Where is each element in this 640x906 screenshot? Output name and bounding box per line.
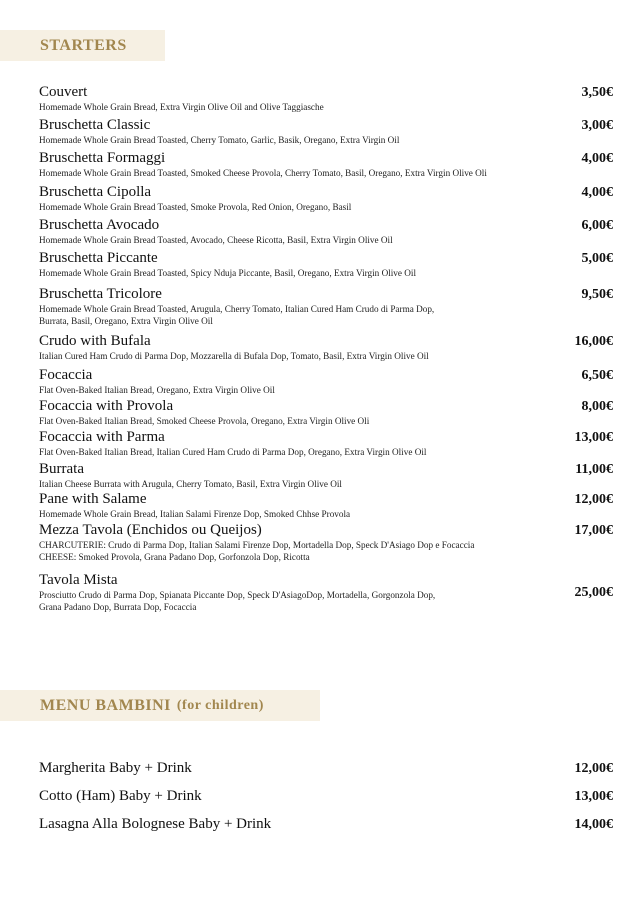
menu-item-name: Bruschetta Avocado xyxy=(39,217,160,233)
menu-item xyxy=(39,286,613,327)
menu-item-description: Italian Cheese Burrata with Arugula, Cherry Tomato, Basil, Extra Virgin Olive Oil xyxy=(39,479,342,489)
menu-item-name: Crudo with Bufala xyxy=(39,333,151,349)
starters-section-header xyxy=(0,30,165,61)
menu-item-price: 4,00€ xyxy=(581,185,613,200)
menu-item xyxy=(39,184,613,213)
menu-item-price: 25,00€ xyxy=(574,585,613,600)
menu-item-price: 13,00€ xyxy=(574,430,613,445)
menu-item-price: 12,00€ xyxy=(574,492,613,507)
menu-item-description: Flat Oven-Baked Italian Bread, Italian Cured Ham Crudo di Parma Dop, Oregano, Extra Virgin Olive Oil xyxy=(39,447,427,457)
menu-item-price: 6,00€ xyxy=(581,218,613,233)
menu-item xyxy=(39,250,613,279)
menu-item xyxy=(39,429,613,458)
menu-item-name: Focaccia xyxy=(39,367,93,383)
menu-item-description: Homemade Whole Grain Bread Toasted, Smoked Cheese Provola, Cherry Tomato, Basil, Oregano, Extra Virgin Olive Oli xyxy=(39,168,487,178)
menu-item-name: Mezza Tavola (Enchidos ou Queijos) xyxy=(39,522,262,538)
menu-item-description: Homemade Whole Grain Bread, Extra Virgin Olive Oil and Olive Taggiasche xyxy=(39,102,324,112)
menu-item xyxy=(39,522,613,563)
menu-item-name: Bruschetta Piccante xyxy=(39,250,158,266)
menu-item-description: Homemade Whole Grain Bread Toasted, Arugula, Cherry Tomato, Italian Cured Ham Crudo di Parma Dop, xyxy=(39,304,435,314)
menu-item-description: Homemade Whole Grain Bread, Italian Salami Firenze Dop, Smoked Chhse Provola xyxy=(39,509,351,519)
menu-item-price: 9,50€ xyxy=(581,287,613,302)
menu-item-price: 6,50€ xyxy=(581,368,613,383)
menu-item-name: Pane with Salame xyxy=(39,491,147,507)
bambini-title: MENU BAMBINI xyxy=(40,696,171,714)
menu-item-price: 8,00€ xyxy=(581,399,613,414)
menu-item-name: Focaccia with Provola xyxy=(39,398,174,414)
bambini-subtitle: (for children) xyxy=(176,697,264,713)
menu-item xyxy=(39,150,613,179)
menu-item-description: Flat Oven-Baked Italian Bread, Oregano, Extra Virgin Olive Oil xyxy=(39,385,275,395)
menu-item-name: Bruschetta Tricolore xyxy=(39,286,162,302)
menu-item-description: Homemade Whole Grain Bread Toasted, Spicy Nduja Piccante, Basil, Oregano, Extra Virgin Olive Oil xyxy=(39,268,417,278)
menu-item-name: Couvert xyxy=(39,84,88,100)
menu-item xyxy=(39,367,613,396)
menu-item xyxy=(39,491,613,520)
menu-item xyxy=(39,461,613,490)
bambini-item-price: 12,00€ xyxy=(574,761,613,776)
menu-item-name: Focaccia with Parma xyxy=(39,429,165,445)
menu-item-description: Grana Padano Dop, Burrata Dop, Focaccia xyxy=(39,602,197,612)
bambini-item-name: Lasagna Alla Bolognese Baby + Drink xyxy=(39,816,272,832)
menu-item xyxy=(39,398,613,427)
menu-item-description: CHARCUTERIE: Crudo di Parma Dop, Italian Salami Firenze Dop, Mortadella Dop, Speck D'Asiago Dop e Focaccia xyxy=(39,540,475,550)
bambini-item-price: 14,00€ xyxy=(574,817,613,832)
menu-item-price: 3,00€ xyxy=(581,118,613,133)
menu-item-name: Tavola Mista xyxy=(39,572,118,588)
menu-item-description: Burrata, Basil, Oregano, Extra Virgin Olive Oil xyxy=(39,316,213,326)
starters-title: STARTERS xyxy=(40,36,127,54)
menu-item-price: 4,00€ xyxy=(581,151,613,166)
bambini-item-name: Cotto (Ham) Baby + Drink xyxy=(39,788,202,804)
menu-item-price: 17,00€ xyxy=(574,523,613,538)
menu-item-description: Flat Oven-Baked Italian Bread, Smoked Cheese Provola, Oregano, Extra Virgin Olive Oli xyxy=(39,416,370,426)
menu-item-price: 11,00€ xyxy=(575,462,613,477)
menu-item xyxy=(39,217,613,246)
menu-item-price: 3,50€ xyxy=(581,85,613,100)
bambini-section-header xyxy=(0,690,320,721)
menu-item xyxy=(39,333,613,362)
menu-item-description: Homemade Whole Grain Bread Toasted, Avocado, Cheese Ricotta, Basil, Extra Virgin Olive Oil xyxy=(39,235,393,245)
menu-item xyxy=(39,117,613,146)
menu-item-name: Bruschetta Formaggi xyxy=(39,150,166,166)
menu-item-price: 16,00€ xyxy=(574,334,613,349)
menu-item xyxy=(39,572,613,613)
menu-item-description: Prosciutto Crudo di Parma Dop, Spianata Piccante Dop, Speck D'AsiagoDop, Mortadella, Gorgonzola Dop, xyxy=(39,590,436,600)
menu-item-description: CHEESE: Smoked Provola, Grana Padano Dop, Gorfonzola Dop, Ricotta xyxy=(39,552,310,562)
menu-item-price: 5,00€ xyxy=(581,251,613,266)
bambini-item-price: 13,00€ xyxy=(574,789,613,804)
bambini-item xyxy=(39,760,613,777)
menu-item xyxy=(39,84,613,113)
bambini-item-name: Margherita Baby + Drink xyxy=(39,760,192,776)
bambini-item xyxy=(39,816,613,833)
menu-item-name: Bruschetta Classic xyxy=(39,117,151,133)
menu-item-description: Homemade Whole Grain Bread Toasted, Cherry Tomato, Garlic, Basik, Oregano, Extra Virgin Oil xyxy=(39,135,400,145)
menu-item-description: Italian Cured Ham Crudo di Parma Dop, Mozzarella di Bufala Dop, Tomato, Basil, Extra Virgin Olive Oil xyxy=(39,351,429,361)
menu-item-description: Homemade Whole Grain Bread Toasted, Smoke Provola, Red Onion, Oregano, Basil xyxy=(39,202,352,212)
menu-item-name: Bruschetta Cipolla xyxy=(39,184,152,200)
bambini-item xyxy=(39,788,613,805)
menu-item-name: Burrata xyxy=(39,461,84,477)
